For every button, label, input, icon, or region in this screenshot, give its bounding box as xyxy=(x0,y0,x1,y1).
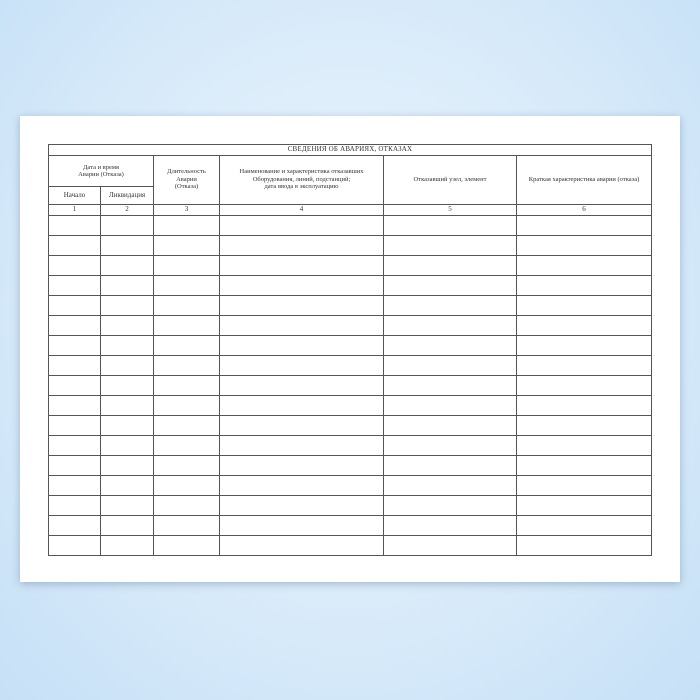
table-cell xyxy=(220,276,384,296)
table-cell xyxy=(101,276,154,296)
table-cell xyxy=(517,216,652,236)
table-cell xyxy=(154,476,220,496)
table-cell xyxy=(101,336,154,356)
column-number-1: 1 xyxy=(49,205,101,216)
table-cell xyxy=(517,476,652,496)
column-number-4: 4 xyxy=(220,205,384,216)
table-cell xyxy=(384,316,517,336)
table-cell xyxy=(49,416,101,436)
table-cell xyxy=(517,316,652,336)
table-cell xyxy=(517,396,652,416)
table-cell xyxy=(220,256,384,276)
column-number-5: 5 xyxy=(384,205,517,216)
table-row xyxy=(49,516,652,536)
table-cell xyxy=(49,236,101,256)
table-cell xyxy=(220,496,384,516)
table-cell xyxy=(384,336,517,356)
table-cell xyxy=(384,476,517,496)
table-cell xyxy=(384,236,517,256)
table-cell xyxy=(517,376,652,396)
table-cell xyxy=(154,496,220,516)
table-cell xyxy=(49,376,101,396)
header-liquidation: Ликвидация xyxy=(101,187,154,205)
table-row xyxy=(49,416,652,436)
table-cell xyxy=(101,376,154,396)
table-cell xyxy=(384,256,517,276)
table-cell xyxy=(101,356,154,376)
table-row xyxy=(49,376,652,396)
table-cell xyxy=(384,536,517,556)
table-cell xyxy=(384,216,517,236)
table-cell xyxy=(220,396,384,416)
table-cell xyxy=(384,356,517,376)
table-cell xyxy=(384,376,517,396)
column-number-3: 3 xyxy=(154,205,220,216)
table-cell xyxy=(517,236,652,256)
table-cell xyxy=(517,436,652,456)
header-equipment: Наименование и характеристика отказавших Оборудования, линий, подстанций; дата ввода в эксплуатацию xyxy=(220,156,384,205)
table-cell xyxy=(220,216,384,236)
table-cell xyxy=(220,376,384,396)
header-failed-node: Отказавший узел, элемент xyxy=(384,156,517,205)
table-cell xyxy=(154,516,220,536)
table-cell xyxy=(220,536,384,556)
table-cell xyxy=(101,236,154,256)
table-cell xyxy=(384,496,517,516)
table-cell xyxy=(154,376,220,396)
accidents-table xyxy=(48,144,652,556)
table-cell xyxy=(101,416,154,436)
table-cell xyxy=(101,216,154,236)
table-cell xyxy=(49,296,101,316)
table-cell xyxy=(49,356,101,376)
table-cell xyxy=(220,296,384,316)
table-cell xyxy=(384,456,517,476)
table-row xyxy=(49,256,652,276)
table-cell xyxy=(154,336,220,356)
table-cell xyxy=(101,536,154,556)
table-cell xyxy=(517,496,652,516)
table-cell xyxy=(384,276,517,296)
table-row xyxy=(49,276,652,296)
table-cell xyxy=(101,476,154,496)
header-datetime-group: Дата и время Аварии (Отказа) xyxy=(49,156,154,187)
table-cell xyxy=(517,356,652,376)
table-cell xyxy=(220,236,384,256)
table-cell xyxy=(49,336,101,356)
table-cell xyxy=(49,256,101,276)
table-row xyxy=(49,336,652,356)
table-cell xyxy=(154,256,220,276)
table-cell xyxy=(220,516,384,536)
table-cell xyxy=(49,516,101,536)
table-cell xyxy=(220,476,384,496)
header-start: Начало xyxy=(49,187,101,205)
table-row xyxy=(49,316,652,336)
table-row xyxy=(49,456,652,476)
table-cell xyxy=(101,456,154,476)
table-cell xyxy=(49,216,101,236)
column-number-6: 6 xyxy=(517,205,652,216)
table-cell xyxy=(101,516,154,536)
table-row xyxy=(49,356,652,376)
table-cell xyxy=(384,296,517,316)
table-cell xyxy=(517,456,652,476)
table-cell xyxy=(101,296,154,316)
table-cell xyxy=(154,356,220,376)
table-row xyxy=(49,236,652,256)
table-cell xyxy=(154,276,220,296)
table-cell xyxy=(517,256,652,276)
table-row xyxy=(49,396,652,416)
table-cell xyxy=(154,436,220,456)
table-cell xyxy=(101,256,154,276)
form-sheet xyxy=(20,116,680,582)
table-cell xyxy=(154,396,220,416)
table-cell xyxy=(49,476,101,496)
table-cell xyxy=(154,536,220,556)
table-cell xyxy=(384,416,517,436)
column-number-2: 2 xyxy=(101,205,154,216)
table-cell xyxy=(101,396,154,416)
table-cell xyxy=(220,336,384,356)
table-cell xyxy=(220,316,384,336)
table-cell xyxy=(154,316,220,336)
table-cell xyxy=(101,316,154,336)
table-cell xyxy=(517,296,652,316)
table-cell xyxy=(101,436,154,456)
table-row xyxy=(49,216,652,236)
table-cell xyxy=(101,496,154,516)
table-cell xyxy=(517,416,652,436)
table-row xyxy=(49,436,652,456)
table-row xyxy=(49,476,652,496)
table-title: СВЕДЕНИЯ ОБ АВАРИЯХ, ОТКАЗАХ xyxy=(49,145,652,156)
table-cell xyxy=(154,456,220,476)
table-cell xyxy=(49,536,101,556)
table-cell xyxy=(517,336,652,356)
table-cell xyxy=(220,416,384,436)
table-cell xyxy=(384,396,517,416)
table-cell xyxy=(154,416,220,436)
table-row xyxy=(49,536,652,556)
table-cell xyxy=(49,396,101,416)
table-cell xyxy=(384,516,517,536)
table-cell xyxy=(154,236,220,256)
header-duration: Длительность Аварии (Отказа) xyxy=(154,156,220,205)
table-cell xyxy=(49,496,101,516)
table-cell xyxy=(220,356,384,376)
table-cell xyxy=(49,436,101,456)
table-row xyxy=(49,296,652,316)
table-cell xyxy=(517,536,652,556)
table-cell xyxy=(517,516,652,536)
table-cell xyxy=(49,456,101,476)
table-cell xyxy=(49,276,101,296)
header-description: Краткая характеристика аварии (отказа) xyxy=(517,156,652,205)
table-cell xyxy=(49,316,101,336)
table-row xyxy=(49,496,652,516)
table-cell xyxy=(517,276,652,296)
table-cell xyxy=(384,436,517,456)
table-cell xyxy=(220,456,384,476)
table-cell xyxy=(220,436,384,456)
table-cell xyxy=(154,296,220,316)
table-cell xyxy=(154,216,220,236)
